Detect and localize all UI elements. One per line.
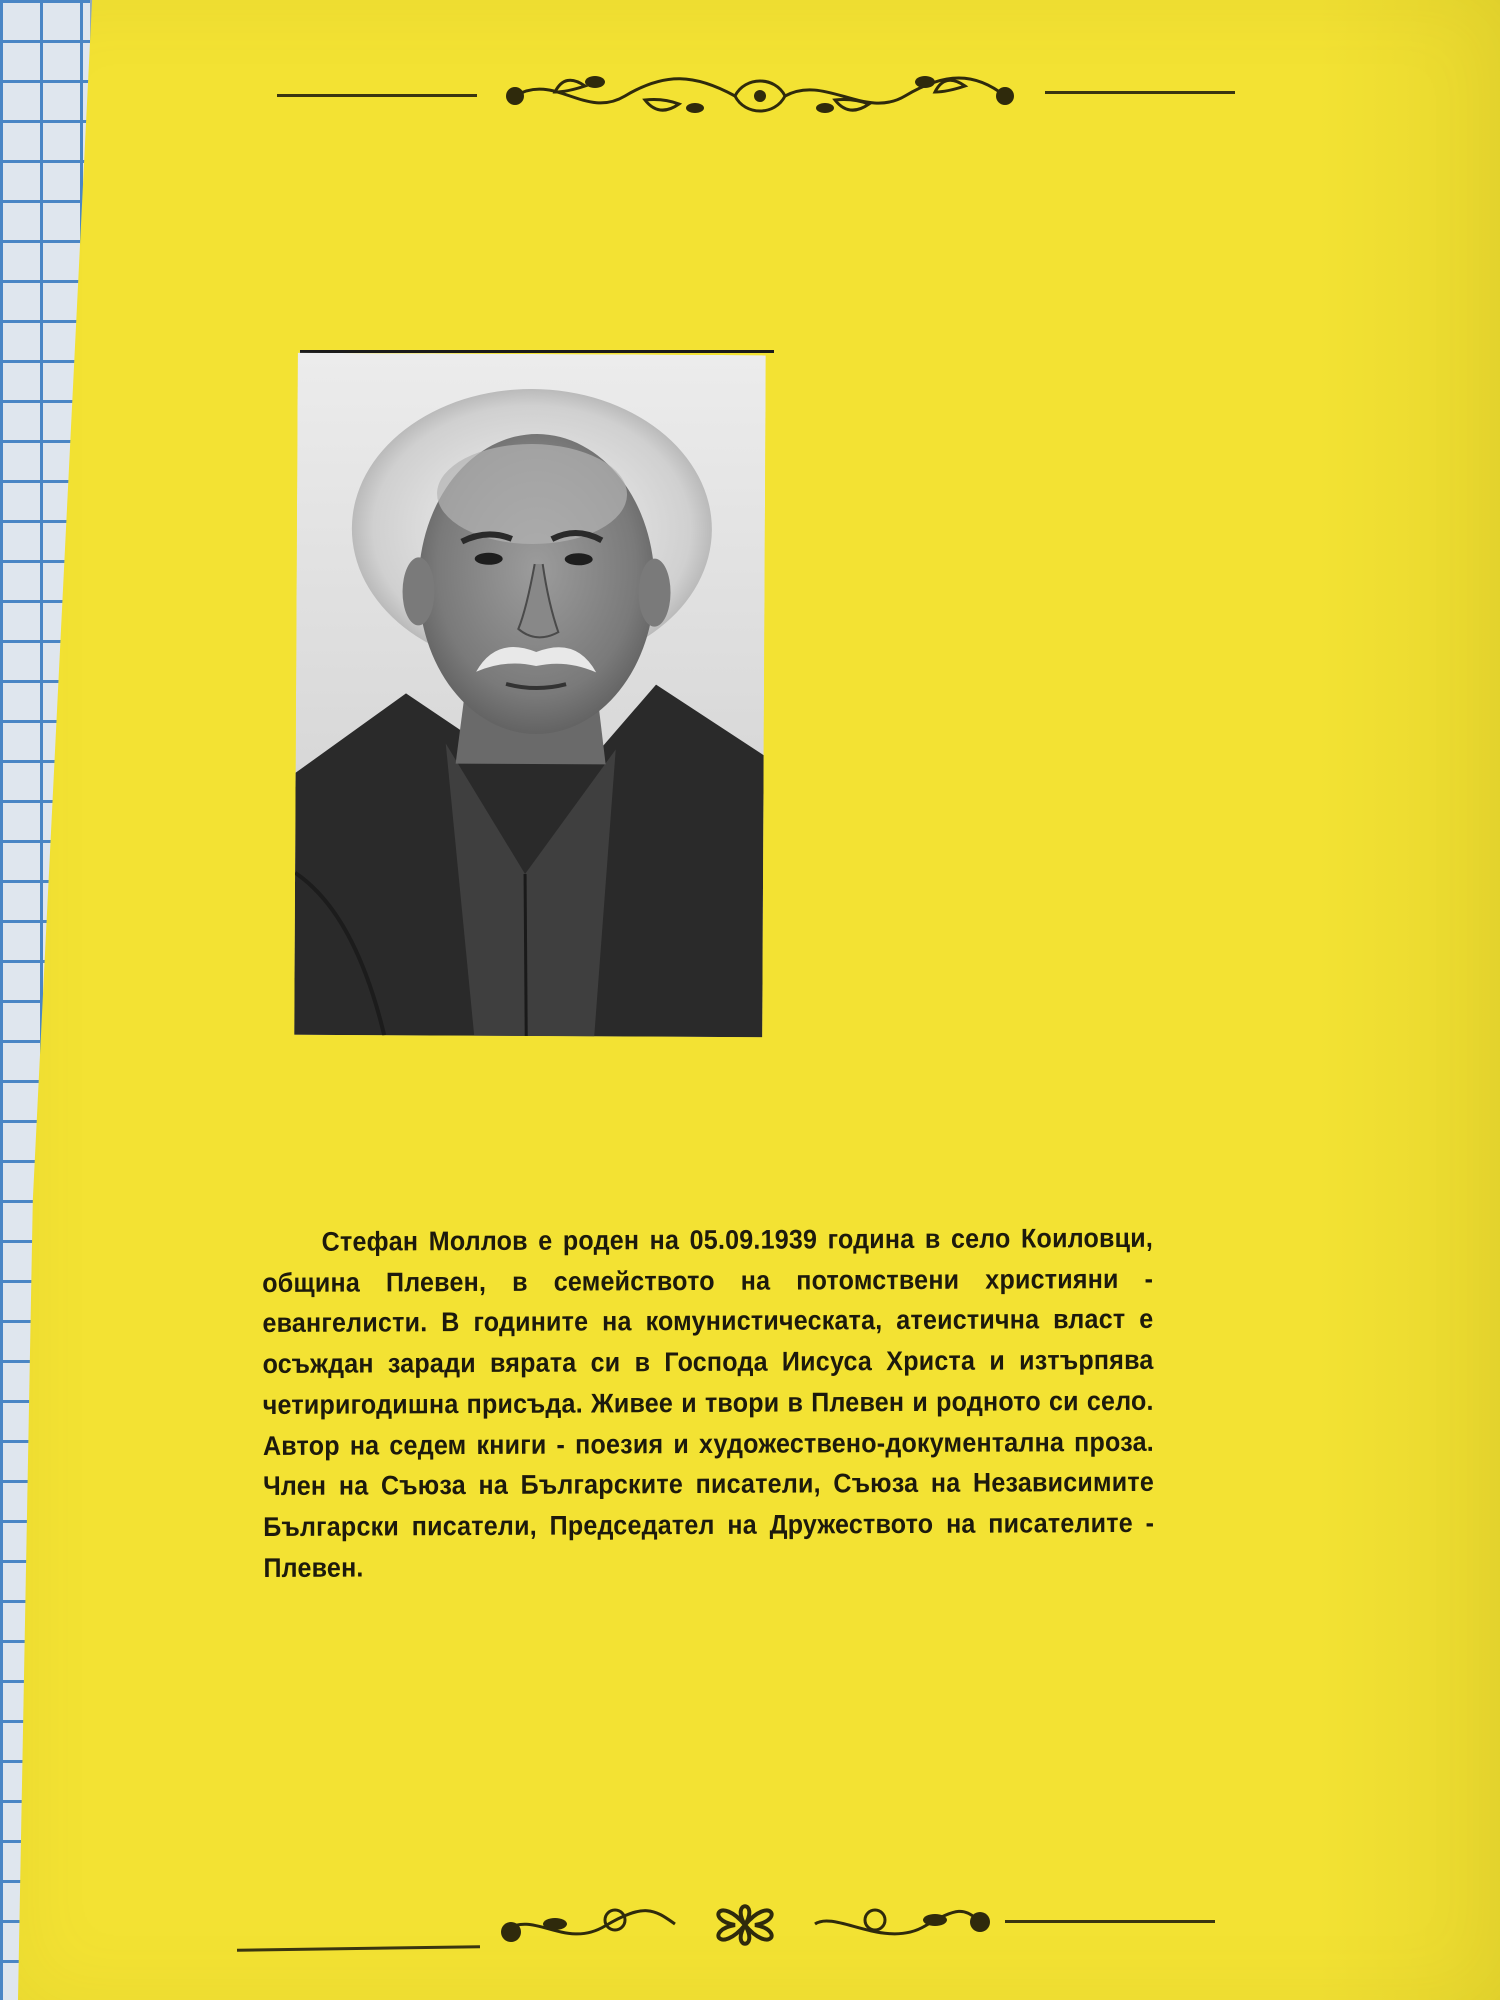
bottom-right-rule	[1005, 1920, 1215, 1923]
top-floral-ornament-icon	[495, 62, 1025, 126]
cover-edge-shadow	[1318, 0, 1500, 2000]
top-right-rule	[1045, 91, 1235, 94]
author-portrait	[294, 353, 766, 1037]
author-biography: Стефан Моллов е роден на 05.09.1939 година в село Коиловци, община Плевен, в семейството на потомствени християни - евангелисти. В годините на комунистическата, атеистична власт е осъждан заради вярата си в Господа Иисуса Христа и изтърпява четиригодишна присъда. Живее и твори в Плевен и родното си село. Автор на седем книги - поезия и художествено-документална проза. Член на Съюза на Българските писатели, Съюза на Независимите Български писатели, Председател на Дружеството на писателите - Плевен.	[262, 1222, 1155, 1583]
bottom-floral-ornament-icon	[495, 1890, 995, 1960]
top-left-rule	[277, 94, 477, 97]
